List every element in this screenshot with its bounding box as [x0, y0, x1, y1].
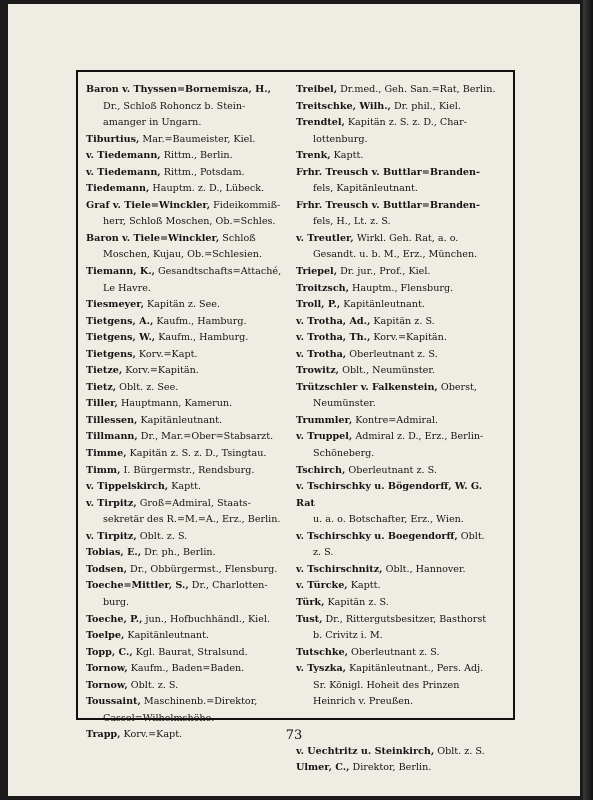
- directory-entry: [86, 148, 292, 165]
- entry-details: Dr., Charlotten-: [191, 580, 268, 592]
- entry-details: Wirkl. Geh. Rat, a. o.: [356, 232, 459, 244]
- entry-name: v. Trotha, Ad.,: [296, 315, 371, 327]
- directory-entry: [296, 99, 502, 116]
- entry-details: Dr. ph., Berlin.: [144, 547, 216, 559]
- entry-details: Kontre=Admiral.: [355, 414, 438, 426]
- directory-entry: [296, 429, 502, 462]
- directory-entry: [86, 264, 292, 297]
- entry-name: Tobias, E.,: [86, 547, 142, 559]
- directory-entry: [86, 578, 292, 611]
- right-column: [296, 82, 502, 777]
- entry-continuation: lottenburg.: [313, 133, 368, 145]
- entry-name: Toelpe,: [86, 630, 125, 642]
- entry-name: Tornow,: [86, 663, 128, 675]
- entry-details: Kapitänleutnant.: [127, 630, 210, 642]
- entry-name: Troitzsch,: [296, 282, 349, 294]
- entry-name: Toeche, P.,: [86, 613, 143, 625]
- entry-continuation: Heinrich v. Preußen.: [313, 696, 414, 708]
- entry-details: Korv.=Kapitän.: [373, 332, 447, 344]
- entry-details: Kapitän z. S. z. D., Char-: [347, 117, 467, 129]
- entry-details: Gesandtschafts=Attaché,: [157, 266, 282, 278]
- entry-name: v. Trotha,: [296, 348, 347, 360]
- entry-details: Oberst,: [440, 381, 477, 393]
- directory-entry: [296, 231, 502, 264]
- directory-entry: [86, 562, 292, 579]
- entry-details: Kgl. Baurat, Stralsund.: [135, 646, 248, 658]
- entry-name: Todsen,: [86, 563, 127, 575]
- entry-name: Tschirch,: [296, 464, 346, 476]
- directory-entry: [86, 82, 292, 132]
- entry-details: Kapitänleutnant., Pers. Adj.: [349, 663, 484, 675]
- entry-details: Kaufm., Baden=Baden.: [130, 663, 245, 675]
- entry-name: v. Türcke,: [296, 580, 348, 592]
- entry-details: Hauptm. z. D., Lübeck.: [152, 183, 265, 195]
- entry-name: Tietgens,: [86, 348, 136, 360]
- entry-details: jun., Hofbuchhändl., Kiel.: [145, 613, 271, 625]
- entry-name: Toussaint,: [86, 696, 141, 708]
- entry-details: Oberleutnant z. S.: [348, 464, 437, 476]
- entry-name: Tiller,: [86, 398, 118, 410]
- entry-name: Troll, P.,: [296, 299, 341, 311]
- entry-details: Kapitän z. S. z. D., Tsingtau.: [129, 448, 267, 460]
- entry-details: Kapitänleutnant.: [140, 414, 223, 426]
- entry-details: Dr., Obbürgermst., Flensburg.: [130, 563, 278, 575]
- entry-continuation: Le Havre.: [103, 282, 151, 294]
- entry-name: Treitschke, Wilh.,: [296, 100, 391, 112]
- directory-entry: [296, 281, 502, 298]
- directory-entry: [86, 479, 292, 496]
- entry-name: v. Tiedemann,: [86, 150, 161, 162]
- entry-name: v. Truppel,: [296, 431, 353, 443]
- entry-continuation: fels, Kapitänleutnant.: [313, 183, 418, 195]
- directory-entry: [86, 545, 292, 562]
- entry-name: Tietze,: [86, 365, 123, 377]
- entry-name: Tietgens, W.,: [86, 332, 156, 344]
- entry-name: Tutschke,: [296, 646, 348, 658]
- entry-continuation: Gesandt. u. b. M., Erz., München.: [313, 249, 478, 261]
- entry-name: v. Treutler,: [296, 232, 354, 244]
- directory-entry: [86, 181, 292, 198]
- directory-entry: [296, 562, 502, 579]
- page-number: 73: [285, 728, 303, 743]
- directory-entry: [296, 314, 502, 331]
- entry-name: Tiburtius,: [86, 133, 140, 145]
- directory-entry: [296, 380, 502, 413]
- directory-entry: [296, 612, 502, 645]
- entry-details: Rittm., Potsdam.: [163, 166, 245, 178]
- entry-name: Toeche=Mittler, S.,: [86, 580, 189, 592]
- directory-entry: [296, 744, 502, 761]
- entry-name: Tiemann, K.,: [86, 266, 155, 278]
- entry-details: Kaptt.: [350, 580, 381, 592]
- entry-continuation: sekretär des R.=M.=A., Erz., Berlin.: [103, 514, 281, 526]
- directory-entry: [296, 413, 502, 430]
- entry-continuation: Sr. Königl. Hoheit des Prinzen: [313, 679, 460, 691]
- entry-continuation: Moschen, Kujau, Ob.=Schlesien.: [103, 249, 262, 261]
- entry-details: Oblt., Hannover.: [385, 563, 466, 575]
- entry-name: Baron v. Thyssen=Bornemisza, H.,: [86, 84, 271, 95]
- entry-details: Oblt.: [460, 530, 485, 542]
- directory-entry: [86, 496, 292, 529]
- entry-details: Schloß: [222, 232, 256, 244]
- entry-name: Frhr. Treusch v. Buttlar=Branden-: [296, 166, 480, 178]
- directory-entry: [296, 463, 502, 480]
- directory-entry: [296, 82, 502, 99]
- directory-entry: [86, 694, 292, 727]
- entry-name: Trenk,: [296, 150, 331, 162]
- entry-details: I. Bürgermstr., Rendsburg.: [123, 464, 255, 476]
- entry-name: Tiedemann,: [86, 183, 150, 195]
- entry-details: Hauptm., Flensburg.: [352, 282, 454, 294]
- directory-entry: [296, 115, 502, 148]
- entry-details: Kapitänleutnant.: [343, 299, 425, 311]
- entry-continuation: amanger in Ungarn.: [103, 117, 202, 129]
- directory-entry: [296, 330, 502, 347]
- directory-entry: [296, 711, 502, 728]
- directory-entry: [296, 578, 502, 595]
- entry-details: Dr. phil., Kiel.: [393, 100, 461, 112]
- directory-entry: [296, 595, 502, 612]
- entry-details: Groß=Admiral, Staats-: [139, 497, 251, 509]
- entry-continuation: z. S.: [313, 547, 334, 559]
- directory-entry: [86, 463, 292, 480]
- directory-entry: [296, 347, 502, 364]
- entry-details: Dr. jur., Prof., Kiel.: [340, 266, 431, 278]
- entry-details: Direktor, Berlin.: [352, 762, 432, 774]
- directory-entry: [86, 628, 292, 645]
- directory-entry: [296, 645, 502, 662]
- entry-details: Dr.med., Geh. San.=Rat, Berlin.: [340, 84, 496, 95]
- book-spine-edge: [583, 0, 593, 800]
- directory-entry: [296, 165, 502, 198]
- entry-name: v. Trotha, Th.,: [296, 332, 371, 344]
- entry-continuation: u. a. o. Botschafter, Erz., Wien.: [313, 514, 464, 526]
- entry-continuation: b. Crivitz i. M.: [313, 630, 383, 642]
- entry-name: Tornow,: [86, 679, 128, 691]
- directory-entry: [86, 198, 292, 231]
- directory-entry: [296, 297, 502, 314]
- directory-entry: [86, 231, 292, 264]
- entry-details: Oblt. z. S.: [130, 679, 179, 691]
- entry-continuation: fels, H., Lt. z. S.: [313, 216, 391, 228]
- directory-entry: [86, 314, 292, 331]
- directory-entry: [86, 661, 292, 678]
- entry-details: Korv.=Kapt.: [123, 729, 183, 741]
- entry-name: Ulmer, C.,: [296, 762, 350, 774]
- entry-details: Korv.=Kapt.: [138, 348, 198, 360]
- directory-entry: [86, 132, 292, 149]
- entry-name: Tillmann,: [86, 431, 138, 443]
- entry-name: v. Tirpitz,: [86, 497, 137, 509]
- directory-entry: [86, 396, 292, 413]
- entry-details: Oblt. z. S.: [437, 745, 485, 757]
- directory-entry: [86, 645, 292, 662]
- directory-entry: [86, 380, 292, 397]
- entry-details: Kapitän z. See.: [146, 299, 221, 311]
- entry-name: Trapp,: [86, 729, 121, 741]
- directory-entry: [296, 529, 502, 562]
- entry-continuation: Schöneberg.: [313, 448, 375, 460]
- entry-details: Dr., Rittergutsbesitzer, Basthorst: [325, 613, 487, 625]
- entry-name: Treibel,: [296, 84, 338, 95]
- entry-details: Dr., Mar.=Ober=Stabsarzt.: [140, 431, 274, 443]
- entry-details: Admiral z. D., Erz., Berlin-: [355, 431, 484, 443]
- entry-details: Kaufm., Hamburg.: [156, 315, 247, 327]
- left-column: [86, 82, 292, 744]
- entry-name: v. Tschirschnitz,: [296, 563, 383, 575]
- book-page: [8, 4, 580, 796]
- entry-details: Mar.=Baumeister, Kiel.: [142, 133, 256, 145]
- entry-continuation: Dr., Schloß Rohoncz b. Stein-: [103, 100, 246, 112]
- entry-name: Baron v. Tiele=Winckler,: [86, 232, 220, 244]
- entry-name: Timme,: [86, 448, 127, 460]
- entry-details: Hauptmann, Kamerun.: [120, 398, 233, 410]
- entry-details: Korv.=Kapitän.: [125, 365, 199, 377]
- directory-entry: [296, 148, 502, 165]
- entry-name: Frhr. Treusch v. Buttlar=Branden-: [296, 199, 480, 211]
- entry-name: Tietgens, A.,: [86, 315, 154, 327]
- entry-name: v. Tiedemann,: [86, 166, 161, 178]
- entry-name: v. Uechtritz u. Steinkirch,: [296, 745, 435, 757]
- directory-entry: [86, 529, 292, 546]
- directory-entry: [296, 198, 502, 231]
- entry-name: Tust,: [296, 613, 323, 625]
- entry-name: Türk,: [296, 596, 325, 608]
- entry-details: Oblt. z. S.: [139, 530, 188, 542]
- directory-entry: [296, 479, 502, 529]
- entry-continuation: Neumünster.: [313, 398, 376, 410]
- directory-entry: [86, 347, 292, 364]
- entry-details: Kapitän z. S.: [373, 315, 435, 327]
- entry-name: Trützschler v. Falkenstein,: [296, 381, 438, 393]
- entry-details: Fideikommiß-: [213, 199, 281, 211]
- entry-details: Oblt., Neumünster.: [342, 365, 435, 377]
- directory-entry: [86, 363, 292, 380]
- entry-name: v. Tirpitz,: [86, 530, 137, 542]
- entry-continuation: herr, Schloß Moschen, Ob.=Schles.: [103, 216, 276, 228]
- entry-name: Tiesmeyer,: [86, 299, 144, 311]
- directory-entry: [296, 264, 502, 281]
- entry-name: v. Tyszka,: [296, 663, 347, 675]
- entry-details: Maschinenb.=Direktor,: [143, 696, 258, 708]
- entry-continuation: Cassel=Wilhelmshöhe.: [103, 712, 215, 724]
- directory-entry: [86, 165, 292, 182]
- entry-name: Trowitz,: [296, 365, 340, 377]
- entry-details: Kaptt.: [333, 150, 364, 162]
- entry-details: Rittm., Berlin.: [163, 150, 233, 162]
- entry-name: Trummler,: [296, 414, 353, 426]
- directory-entry: [296, 760, 502, 777]
- entry-name: v. Tschirschky u. Boegendorff,: [296, 530, 458, 542]
- entry-name: Triepel,: [296, 266, 338, 278]
- entry-name: v. Tschirschky u. Bögendorff, W. G. Rat: [296, 481, 483, 509]
- entry-name: Trendtel,: [296, 117, 345, 129]
- entry-details: Kapitän z. S.: [327, 596, 389, 608]
- entry-name: Tietz,: [86, 381, 117, 393]
- entry-name: Graf v. Tiele=Winckler,: [86, 199, 211, 211]
- directory-entry: [86, 678, 292, 695]
- entry-details: Kaptt.: [171, 481, 202, 493]
- directory-entry: [86, 429, 292, 446]
- directory-entry: [86, 612, 292, 629]
- entry-name: v. Tippelskirch,: [86, 481, 169, 493]
- entry-continuation: burg.: [103, 596, 130, 608]
- entry-name: Timm,: [86, 464, 121, 476]
- entry-details: Kaufm., Hamburg.: [158, 332, 249, 344]
- entry-name: Topp, C.,: [86, 646, 133, 658]
- directory-entry: [296, 363, 502, 380]
- directory-entry: [86, 297, 292, 314]
- entry-name: Tillessen,: [86, 414, 138, 426]
- entry-details: Oblt. z. See.: [119, 381, 179, 393]
- directory-entry: [296, 661, 502, 711]
- directory-entry: [86, 446, 292, 463]
- entry-details: Oberleutnant z. S.: [349, 348, 438, 360]
- directory-entry: [86, 330, 292, 347]
- directory-entry: [86, 413, 292, 430]
- entry-details: Oberleutnant z. S.: [351, 646, 440, 658]
